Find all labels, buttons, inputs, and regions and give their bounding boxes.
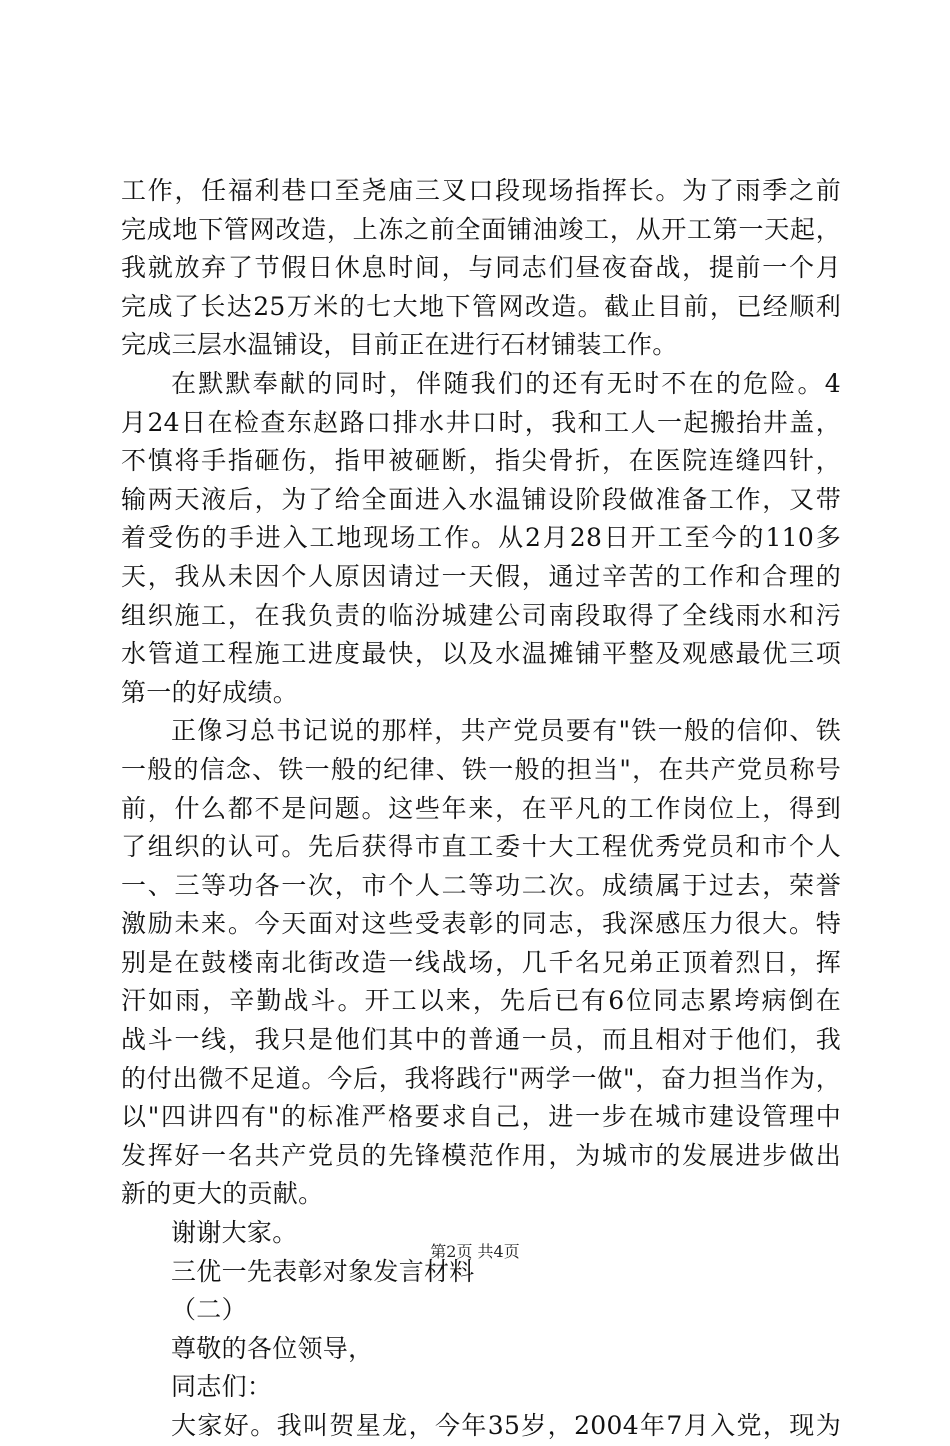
text-line: 天，我从未因个人原因请过一天假，通过辛苦的工作和合理的 [121, 561, 841, 591]
text-line: 了组织的认可。先后获得市直工委十大工程优秀党员和市个人 [121, 832, 841, 862]
text-line: 一、三等功各一次，市个人二等功二次。成绩属于过去，荣誉 [121, 870, 841, 900]
text-line: 第一的好成绩。 [121, 677, 299, 707]
text-line: 我就放弃了节假日休息时间，与同志们昼夜奋战，提前一个月 [121, 253, 841, 283]
text-line: 着受伤的手进入工地现场工作。从2月28日开工至今的110多 [121, 523, 841, 553]
text-line: 完成了长达25万米的七大地下管网改造。截止目前，已经顺利 [121, 291, 841, 321]
text-line: 汗如雨，辛勤战斗。开工以来，先后已有6位同志累垮病倒在 [121, 986, 841, 1016]
text-line: 三优一先表彰对象发言材料 [171, 1256, 475, 1286]
text-line: 正像习总书记说的那样，共产党员要有"铁一般的信仰、铁 [171, 716, 841, 746]
text-line: 月24日在检查东赵路口排水井口时，我和工人一起搬抬井盖， [121, 407, 841, 437]
text-line: 激励未来。今天面对这些受表彰的同志，我深感压力很大。特 [121, 909, 841, 939]
text-line: 不慎将手指砸伤，指甲被砸断，指尖骨折，在医院连缝四针， [121, 446, 841, 476]
text-line: 大家好。我叫贺星龙，今年35岁，2004年7月入党，现为 [171, 1411, 841, 1440]
text-line: 以"四讲四有"的标准严格要求自己，进一步在城市建设管理中 [121, 1102, 841, 1132]
text-line: 完成地下管网改造，上冻之前全面铺油竣工，从开工第一天起， [121, 214, 841, 244]
text-line: 前，什么都不是问题。这些年来，在平凡的工作岗位上，得到 [121, 793, 841, 823]
text-line: 新的更大的贡献。 [121, 1179, 324, 1209]
text-line: 别是在鼓楼南北街改造一线战场，几千名兄弟正顶着烈日，挥 [121, 947, 841, 977]
page-footer: 第2页 共4页 [430, 1242, 520, 1261]
text-line: 水管道工程施工进度最快，以及水温摊铺平整及观感最优三项 [121, 639, 841, 669]
text-line: 工作，任福利巷口至尧庙三叉口段现场指挥长。为了雨季之前 [121, 176, 841, 205]
text-line: 谢谢大家。 [171, 1218, 298, 1248]
text-line: 在默默奉献的同时，伴随我们的还有无时不在的危险。4 [171, 368, 841, 398]
text-line: 发挥好一名共产党员的先锋模范作用，为城市的发展进步做出 [121, 1140, 841, 1170]
text-line: 输两天液后，为了给全面进入水温铺设阶段做准备工作，又带 [121, 484, 841, 514]
text-line: 完成三层水温铺设，目前正在进行石材铺装工作。 [121, 330, 678, 360]
text-line: 组织施工，在我负责的临汾城建公司南段取得了全线雨水和污 [121, 600, 841, 630]
text-line: 同志们： [171, 1372, 273, 1402]
text-line: （二） [171, 1295, 247, 1325]
text-line: 战斗一线，我只是他们其中的普通一员，而且相对于他们，我 [121, 1025, 841, 1055]
text-line: 尊敬的各位领导， [171, 1333, 374, 1363]
text-line: 的付出微不足道。今后，我将践行"两学一做"，奋力担当作为， [121, 1063, 841, 1093]
text-line: 一般的信念、铁一般的纪律、铁一般的担当"，在共产党员称号 [121, 754, 841, 784]
